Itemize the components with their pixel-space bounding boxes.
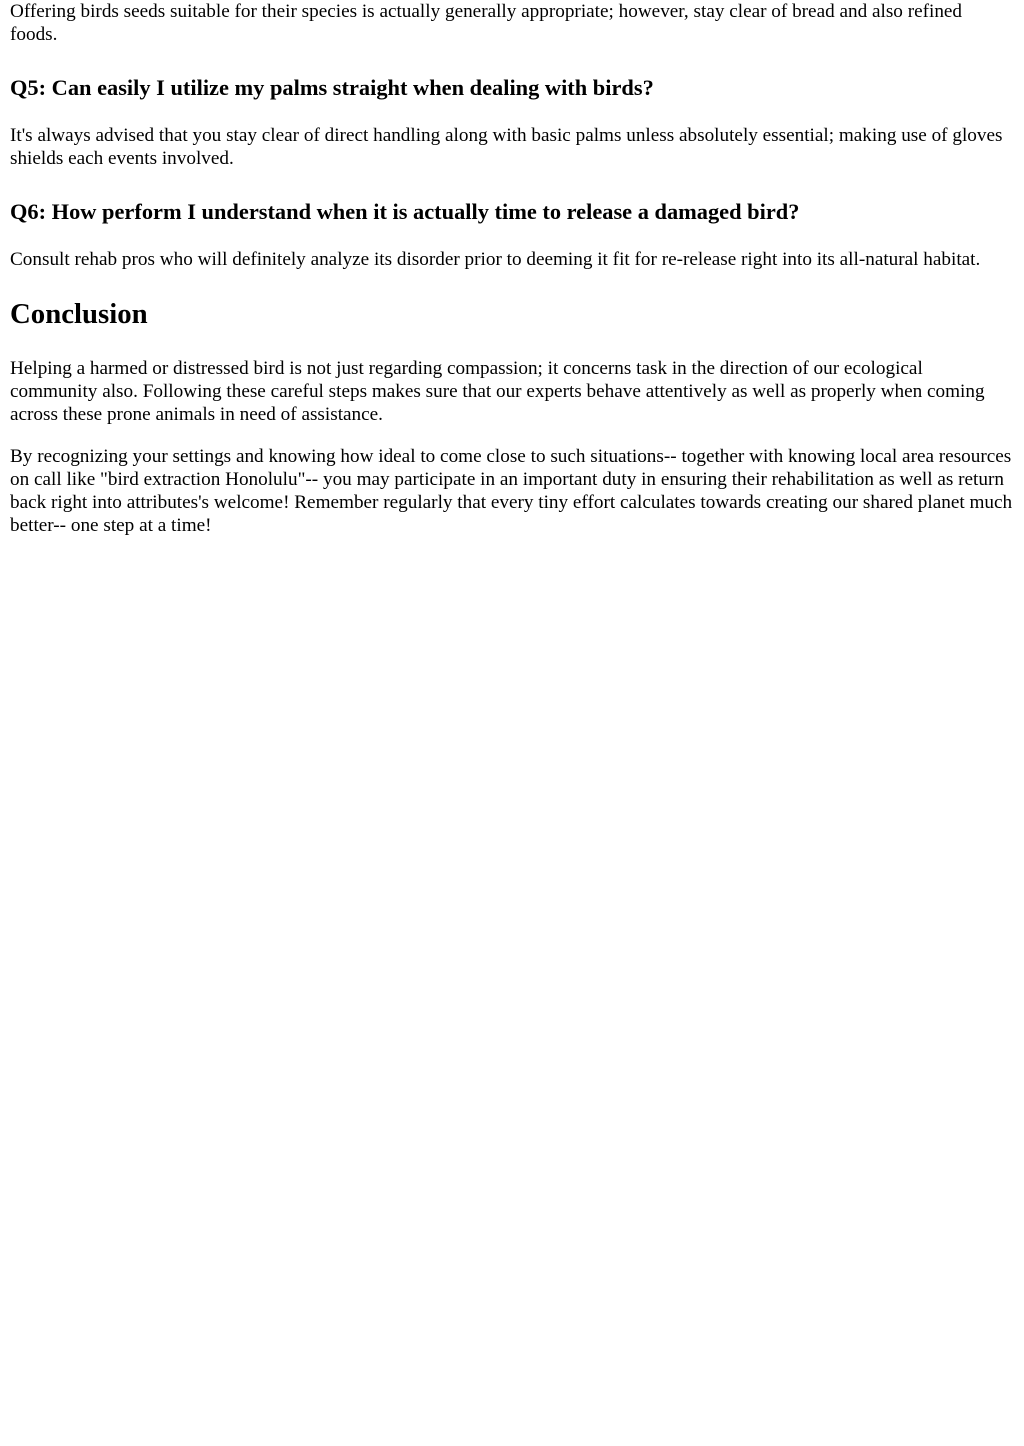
faq-question-5: Q5: Can easily I utilize my palms straight when dealing with birds? xyxy=(10,75,654,100)
intro-paragraph: Offering birds seeds suitable for their species is actually generally appropriate; however, stay clear of bread and also refined foods. xyxy=(10,1,963,45)
conclusion-paragraph: Helping a harmed or distressed bird is not just regarding compassion; it concerns task in the direction of our ecological community also. Following these careful steps makes sure that our experts behave attentively as well as properly when coming across these prone animals in need of assistance. xyxy=(10,358,985,425)
article-content xyxy=(0,0,1024,537)
conclusion-heading: Conclusion xyxy=(10,298,148,330)
faq-answer-5: It's always advised that you stay clear of direct handling along with basic palms unless absolutely essential; making use of gloves shields each events involved. xyxy=(10,125,1003,169)
faq-answer-6: Consult rehab pros who will definitely analyze its disorder prior to deeming it fit for re-release right into its all-natural habitat. xyxy=(10,249,981,270)
conclusion-paragraph: By recognizing your settings and knowing how ideal to come close to such situations-- together with knowing local area resources on call like "bird extraction Honolulu"-- you may participate in an important duty in ensuring their rehabilitation as well as return back right into attributes's welcome! Remember regularly that every tiny effort calculates towards creating our shared planet much better-- one step at a time! xyxy=(10,446,1013,536)
faq-question-6: Q6: How perform I understand when it is actually time to release a damaged bird? xyxy=(10,199,800,224)
